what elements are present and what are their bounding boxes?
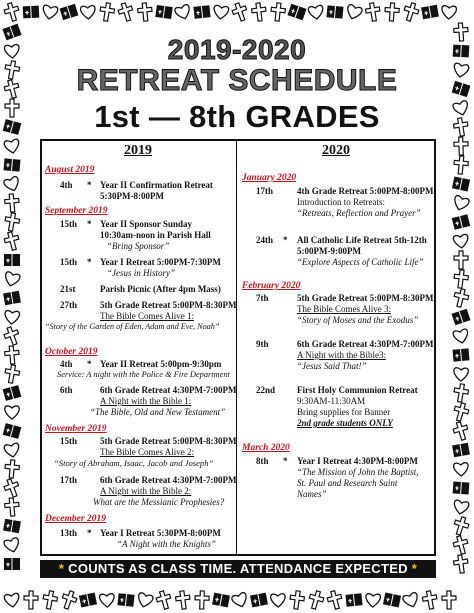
title-grades: 1st — 8th GRADES: [94, 99, 380, 134]
bible-icon: [4, 558, 20, 570]
cross-icon: [195, 591, 210, 609]
entry-date: 9th: [256, 339, 269, 349]
cross-icon: [24, 591, 38, 609]
bible-icon: [3, 291, 21, 306]
heart-icon: [231, 592, 249, 609]
entry-theme: “Jesus Said That!”: [297, 361, 367, 371]
entry-date: 17th: [256, 186, 274, 196]
entry-time: 5:30PM-8:00PM: [100, 191, 164, 201]
bible-icon: [117, 593, 134, 607]
bible-icon: [155, 5, 173, 19]
month-september-2019: September 2019: [45, 206, 108, 216]
cross-icon: [3, 230, 21, 251]
cross-icon: [59, 589, 78, 611]
bible-icon: [287, 4, 306, 21]
entry-date: 4th: [60, 180, 73, 190]
entry-title: Year I Retreat 4:30PM-8:00PM: [297, 456, 418, 466]
heart-icon: [136, 592, 153, 608]
entry-theme-end: Names”: [297, 489, 327, 499]
entry-date: 21st: [60, 284, 76, 294]
attendance-banner: [40, 560, 436, 578]
entry-title: All Catholic Life Retreat 5th-12th: [297, 235, 427, 245]
entry-title: 5th Grade Retreat 5:00PM-8:30PM: [100, 436, 237, 446]
cross-icon: [365, 2, 382, 22]
heart-icon: [454, 368, 469, 382]
heart-icon: [402, 592, 420, 609]
bible-icon: [60, 4, 79, 20]
bible-icon: [193, 5, 210, 19]
entry-date: 15th: [60, 257, 78, 267]
bible-icon: [212, 593, 230, 608]
cross-icon: [442, 591, 456, 609]
cross-icon: [289, 590, 305, 610]
cross-icon: [452, 515, 471, 536]
cross-icon: [307, 589, 325, 610]
entry-title: 6th Grade Retreat 4:30PM-7:00PM: [100, 385, 237, 395]
star-icon: *: [58, 561, 65, 576]
entry-title: Year I Retreat 5:30PM-8:00PM: [100, 528, 221, 538]
cross-icon: [326, 589, 344, 610]
entry-theme: “Story of Abraham, Isaac, Jacob and Joseph”: [54, 458, 214, 468]
entry-note: Bring supplies for Banner: [297, 407, 391, 417]
entry-date: 4th: [60, 359, 73, 369]
heart-icon: [308, 5, 324, 20]
cross-icon: [270, 2, 286, 21]
entry-title: 4th Grade Retreat 5:00PM-8:00PM: [297, 186, 434, 196]
star-marker: *: [87, 219, 92, 229]
bible-icon: [3, 385, 22, 401]
year-2020-heading: 2020: [322, 143, 350, 158]
bible-icon: [345, 593, 362, 607]
cross-icon: [4, 497, 20, 516]
entry-title: Year II Retreat 5:00pm-9:30pm: [100, 359, 222, 369]
cross-icon: [155, 589, 173, 610]
entry-date: 6th: [60, 385, 73, 395]
entry-title: First Holy Communion Retreat: [297, 385, 418, 395]
cross-icon: [452, 401, 470, 422]
cross-icon: [4, 193, 20, 212]
entry-note-emphasis: 2nd grade students ONLY: [297, 418, 393, 428]
cross-icon: [3, 1, 21, 22]
cross-icon: [453, 269, 469, 289]
cross-icon: [2, 325, 21, 347]
year-2019-heading: 2019: [124, 143, 152, 158]
bible-icon: [452, 176, 470, 191]
entry-subtitle: Introduction to Retreats:: [297, 197, 385, 207]
bible-icon: [4, 158, 21, 171]
bible-icon: [250, 593, 268, 608]
cross-icon: [384, 3, 399, 22]
title-years: 2019-2020: [167, 34, 307, 65]
heart-icon: [453, 234, 469, 249]
entry-title: 5th Grade Retreat 5:00PM-8:30PM: [297, 293, 434, 303]
entry-theme: What are the Messianic Prophesies?: [93, 497, 225, 507]
cross-icon: [453, 554, 469, 574]
entry-theme: “Explore Aspects of Catholic Life”: [297, 257, 424, 267]
entry-title: Year I Retreat 5:00PM-7:30PM: [100, 257, 221, 267]
cross-icon: [117, 1, 136, 22]
star-marker: *: [283, 456, 288, 466]
cross-icon: [175, 590, 191, 610]
entry-date: 13th: [60, 528, 78, 538]
cross-icon: [251, 2, 267, 22]
entry-theme: “Story of Moses and the Exodus”: [297, 315, 419, 325]
heart-icon: [4, 443, 21, 458]
cross-icon: [452, 420, 471, 441]
bible-icon: [3, 519, 21, 534]
cross-icon: [4, 212, 21, 232]
cross-icon: [99, 2, 116, 22]
entry-title: 6th Grade Retreat 4:30PM-7:00PM: [297, 339, 434, 349]
month-october-2019: October 2019: [45, 347, 98, 357]
entry-date: 15th: [60, 219, 78, 229]
cross-icon: [137, 2, 153, 21]
heart-icon: [5, 406, 19, 419]
star-marker: *: [87, 257, 92, 267]
bible-icon: [453, 481, 470, 494]
star-marker: *: [87, 528, 92, 538]
cross-icon: [230, 1, 249, 23]
entry-date: 17th: [60, 475, 78, 485]
heart-icon: [345, 4, 363, 21]
entry-theme: “Story of the Garden of Eden, Adam and Eve, Noah”: [45, 322, 220, 331]
cross-icon: [402, 1, 421, 22]
bible-icon: [3, 423, 22, 439]
entry-date: 8th: [256, 456, 269, 466]
title-retreat-schedule: RETREAT SCHEDULE: [76, 64, 398, 97]
entry-time: 9:30AM-11:30AM: [297, 396, 366, 406]
entry-title: 5th Grade Retreat 5:00PM-8:30PM: [100, 300, 237, 310]
bible-icon: [421, 5, 439, 20]
entry-subtitle: A Night with the Bible3:: [297, 350, 386, 360]
heart-icon: [174, 4, 192, 21]
heart-icon: [453, 329, 470, 345]
cross-icon: [453, 155, 469, 174]
heart-icon: [4, 139, 21, 154]
entry-theme: “Jesus in History”: [107, 268, 176, 278]
cross-icon: [454, 137, 469, 155]
star-marker: *: [87, 180, 92, 190]
entry-theme: “The Mission of John the Baptist,: [297, 467, 419, 477]
heart-icon: [453, 463, 468, 477]
bible-icon: [383, 592, 401, 607]
cross-icon: [422, 590, 439, 610]
bible-icon: [451, 309, 470, 326]
cross-icon: [42, 590, 59, 610]
attendance-text: COUNTS AS CLASS TIME. ATTENDANCE EXPECTED: [68, 561, 408, 576]
entry-title: Year II Sponsor Sunday: [100, 219, 192, 229]
entry-theme: Service: A night with the Police & Fire Department: [57, 370, 230, 379]
entry-theme-cont: St. Paul and Research Saint: [297, 478, 398, 488]
entry-date: 7th: [256, 293, 269, 303]
heart-icon: [365, 594, 380, 608]
entry-title: Parish Picnic (After 4pm Mass): [100, 284, 221, 294]
cross-icon: [453, 383, 470, 403]
cross-icon: [454, 251, 468, 269]
heart-icon: [3, 176, 21, 193]
heart-icon: [99, 594, 114, 608]
heart-icon: [213, 5, 229, 20]
star-marker: *: [87, 359, 92, 369]
heart-icon: [4, 593, 20, 608]
month-march-2020: March 2020: [242, 443, 290, 453]
cross-icon: [452, 288, 470, 309]
entry-date: 24th: [256, 235, 274, 245]
bible-icon: [4, 254, 20, 266]
cross-icon: [4, 364, 21, 384]
entry-time: 5:00PM-9:00PM: [297, 246, 361, 256]
entry-subtitle: A Night with the Bible 2:: [100, 486, 192, 496]
heart-icon: [42, 5, 59, 20]
cross-icon: [4, 459, 20, 478]
entry-subtitle: The Bible Comes Alive 1:: [100, 311, 194, 321]
bible-icon: [23, 6, 40, 19]
heart-icon: [3, 271, 20, 287]
heart-icon: [80, 5, 95, 19]
month-august-2019: August 2019: [45, 165, 95, 175]
heart-icon: [452, 195, 470, 212]
cross-icon: [4, 345, 20, 364]
entry-title: 6th Grade Retreat 4:30PM-7:00PM: [100, 475, 237, 485]
entry-theme: “A Night with the Knights”: [117, 539, 216, 549]
entry-date: 15th: [60, 436, 78, 446]
bible-icon: [79, 592, 97, 607]
month-december-2019: December 2019: [45, 514, 106, 524]
entry-theme: “Retreats, Reflection and Prayer”: [297, 208, 421, 218]
heart-icon: [4, 310, 20, 324]
month-november-2019: November 2019: [45, 424, 107, 434]
month-january-2020: January 2020: [242, 173, 297, 183]
cross-icon: [452, 534, 470, 555]
heart-icon: [453, 500, 470, 516]
star-marker: *: [283, 235, 288, 245]
bible-icon: [453, 348, 470, 361]
cross-icon: [2, 477, 21, 499]
entry-theme: “Bring Sponsor”: [107, 241, 170, 251]
star-icon: *: [411, 561, 418, 576]
month-february-2020: February 2020: [242, 281, 301, 291]
entry-time: 10:30am-noon in Parish Hall: [100, 230, 211, 240]
heart-icon: [271, 594, 286, 608]
entry-subtitle: A Night with the Bible 1:: [100, 396, 192, 406]
bible-icon: [327, 5, 344, 18]
column-divider: [236, 139, 237, 556]
entry-theme: “The Bible, Old and New Testament”: [90, 407, 226, 417]
entry-subtitle: The Bible Comes Alive 2:: [100, 447, 194, 457]
entry-date: 27th: [60, 300, 78, 310]
entry-title: Year II Confirmation Retreat: [100, 180, 213, 190]
entry-subtitle: The Bible Comes Alive 3:: [297, 304, 391, 314]
bible-icon: [452, 443, 470, 458]
heart-icon: [3, 537, 20, 553]
heart-icon: [441, 6, 456, 20]
entry-date: 22nd: [256, 385, 276, 395]
bible-icon: [452, 214, 470, 230]
